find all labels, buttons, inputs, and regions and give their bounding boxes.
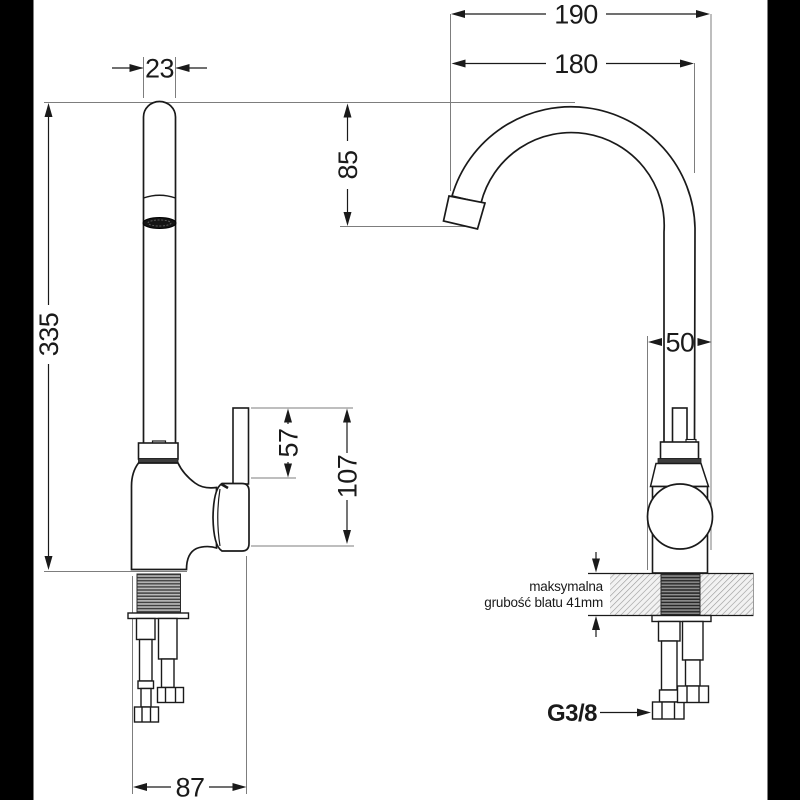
front-supply-hoses xyxy=(653,622,709,720)
side-supply-hoses xyxy=(135,619,184,723)
dim-total-height-label: 335 xyxy=(34,312,64,357)
dim-body-height-label: 107 xyxy=(332,454,363,499)
side-handle-housing xyxy=(213,484,249,552)
connection-thread-label: G3/8 xyxy=(546,700,598,727)
dim-total-width-label: 190 xyxy=(554,0,598,30)
front-threaded-shank xyxy=(661,575,700,615)
dim-arc-height-label: 85 xyxy=(333,150,363,180)
right-black-bar xyxy=(768,0,800,800)
side-body xyxy=(132,463,217,570)
side-spout-pipe xyxy=(144,102,176,445)
front-gooseneck-spout xyxy=(452,107,695,443)
front-spout-tip xyxy=(444,196,486,229)
counter-thickness-note-line1: maksymalna xyxy=(529,579,603,594)
counter-thickness-note-line2: grubość blatu 41mm xyxy=(484,595,603,610)
front-collar xyxy=(661,442,699,459)
front-mounting-flange xyxy=(652,616,711,622)
dim-depth-label: 87 xyxy=(175,772,205,800)
dim-body-diameter-label: 50 xyxy=(665,327,695,358)
side-mounting-flange xyxy=(128,613,189,619)
left-black-bar xyxy=(0,0,34,800)
faucet-side-view xyxy=(128,102,249,723)
front-body-cone xyxy=(651,464,709,487)
front-handle-ball xyxy=(648,484,713,549)
dim-spout-reach-label: 180 xyxy=(554,49,598,79)
dim-lever-height-label: 57 xyxy=(273,428,304,458)
side-threaded-shank xyxy=(137,574,181,613)
side-lever-rod xyxy=(233,408,249,484)
dim-spout-width-label: 23 xyxy=(144,53,175,84)
side-collar xyxy=(139,443,179,459)
